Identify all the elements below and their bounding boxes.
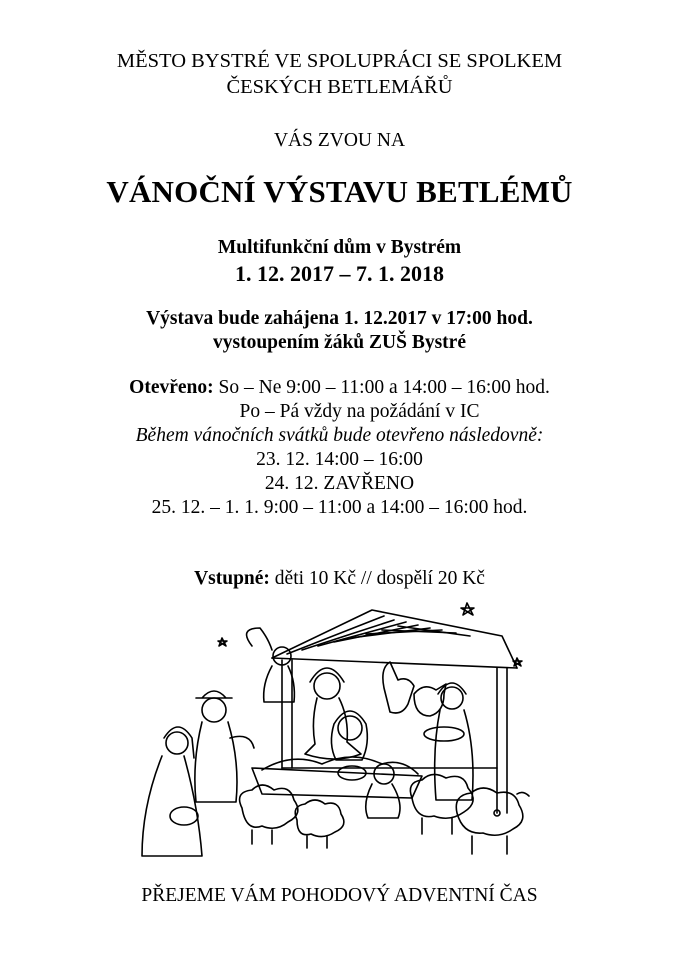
admission-prices: děti 10 Kč // dospělí 20 Kč — [274, 568, 485, 589]
opening-block — [0, 307, 679, 355]
hours-weekend: So – Ne 9:00 – 11:00 a 14:00 – 16:00 hod. — [218, 377, 550, 398]
hours-weekdays: Po – Pá vždy na požádání v IC — [239, 401, 480, 422]
hours-label: Otevřeno: — [129, 377, 214, 398]
opening-line-2: vystoupením žáků ZUŠ Bystré — [213, 332, 466, 353]
admission-label: Vstupné: — [194, 568, 270, 589]
organizer-header — [0, 48, 679, 100]
holiday-2: 24. 12. ZAVŘENO — [264, 473, 415, 494]
venue-place: Multifunkční dům v Bystrém — [217, 237, 462, 258]
event-title: VÁNOČNÍ VÝSTAVU BETLÉMŮ — [106, 174, 573, 209]
closing-greeting: PŘEJEME VÁM POHODOVÝ ADVENTNÍ ČAS — [141, 885, 538, 906]
opening-line-1: Výstava bude zahájena 1. 12.2017 v 17:00 hod. — [146, 308, 533, 329]
nativity-scene-icon — [122, 598, 532, 870]
holiday-note-row — [0, 424, 679, 448]
admission — [0, 568, 679, 590]
organizer-line-2: ČESKÝCH BETLEMÁŘŮ — [226, 76, 453, 98]
organizer-line-1: MĚSTO BYSTRÉ VE SPOLUPRÁCI SE SPOLKEM — [116, 50, 563, 72]
holiday-note: Během vánočních svátků bude otevřeno následovně: — [135, 425, 544, 446]
venue-block — [0, 236, 679, 288]
invite-text: VÁS ZVOU NA — [273, 130, 406, 151]
holiday-1: 23. 12. 14:00 – 16:00 — [256, 449, 423, 470]
opening-hours — [0, 376, 679, 520]
event-dates: 1. 12. 2017 – 7. 1. 2018 — [235, 261, 444, 286]
hours-weekend-row — [0, 376, 679, 400]
holiday-3: 25. 12. – 1. 1. 9:00 – 11:00 a 14:00 – 16:00 hod. — [151, 497, 528, 518]
